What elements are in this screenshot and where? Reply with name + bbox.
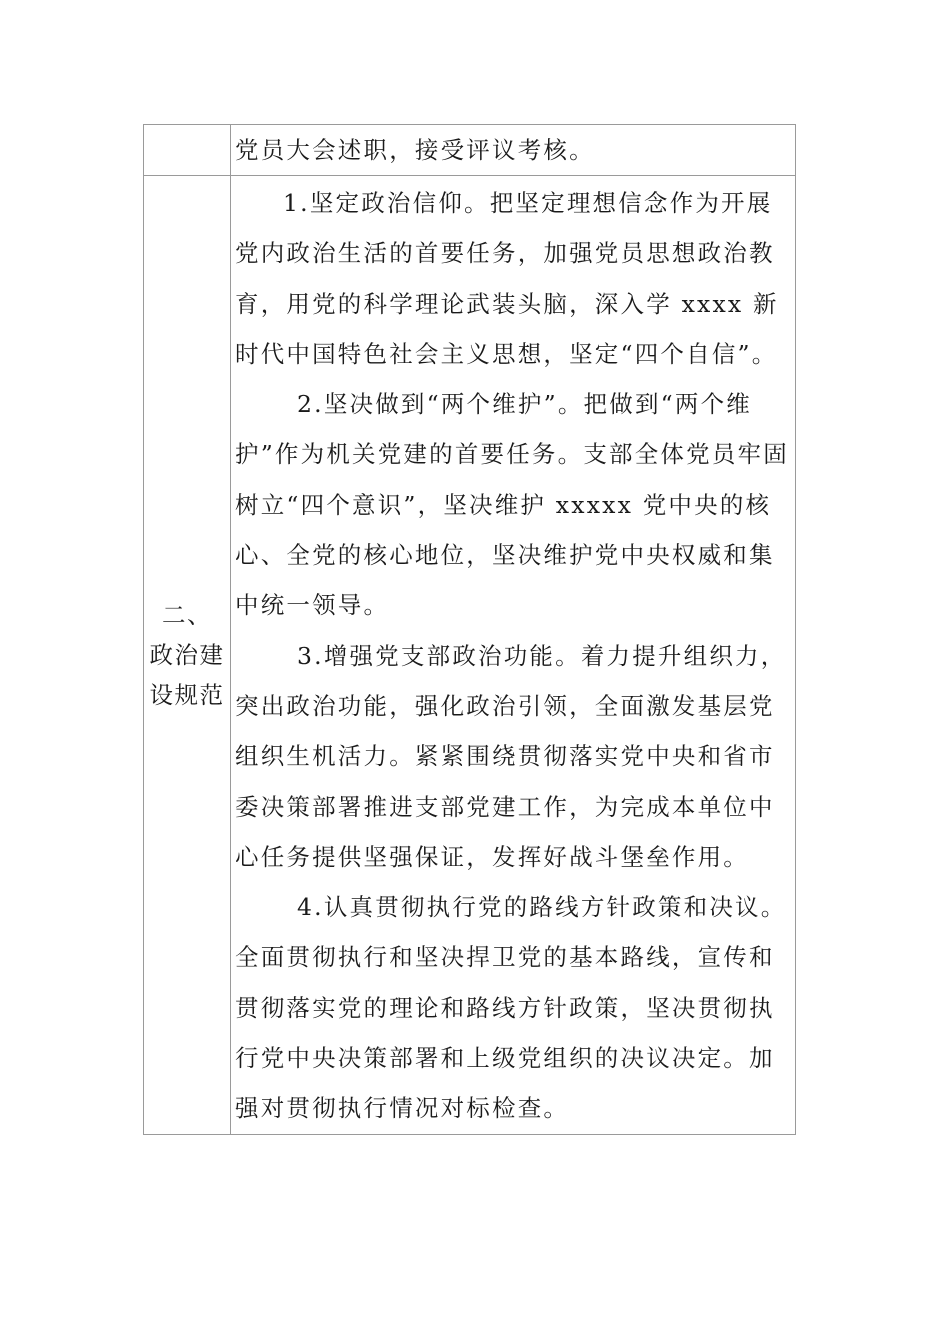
row1-left-cell	[144, 125, 231, 176]
section-title-line2: 设规范	[149, 680, 225, 709]
row1-content-cell	[231, 125, 796, 176]
document-table	[143, 124, 796, 1135]
section-content-cell	[231, 176, 796, 1135]
section-number: 二、	[162, 600, 212, 629]
table-row	[144, 176, 796, 1135]
paragraph-4: 4.认真贯彻执行党的路线方针政策和决议。全面贯彻执行和坚决捍卫党的基本路线，宣传和贯彻落实党的理论和路线方针政策，坚决贯彻执行党中央决策部署和上级党组织的决议决定。加强对贯彻执行情况对标检查。	[235, 893, 787, 1123]
section-content	[231, 176, 795, 1134]
row1-content-text: 党员大会述职，接受评议考核。	[235, 136, 595, 164]
paragraph-2: 2.坚决做到“两个维护”。把做到“两个维护”作为机关党建的首要任务。支部全体党员牢固树立“四个意识”，坚决维护 xxxxx 党中央的核心、全党的核心地位，坚决维护党中央权威和集中统一领导。	[235, 390, 789, 620]
section-title-line1: 政治建	[149, 640, 225, 669]
paragraph-1: 1.坚定政治信仰。把坚定理想信念作为开展党内政治生活的首要任务，加强党员思想政治教育，用党的科学理论武装头脑，深入学 xxxx 新时代中国特色社会主义思想，坚定“四个自信”。	[235, 189, 779, 368]
paragraph-3: 3.增强党支部政治功能。着力提升组织力，突出政治功能，强化政治引领，全面激发基层党组织生机活力。紧紧围绕贯彻落实党中央和省市委决策部署推进支部党建工作，为完成本单位中心任务提供坚强保证，发挥好战斗堡垒作用。	[235, 641, 787, 871]
table-row	[144, 125, 796, 176]
section-label-cell	[144, 176, 231, 1135]
